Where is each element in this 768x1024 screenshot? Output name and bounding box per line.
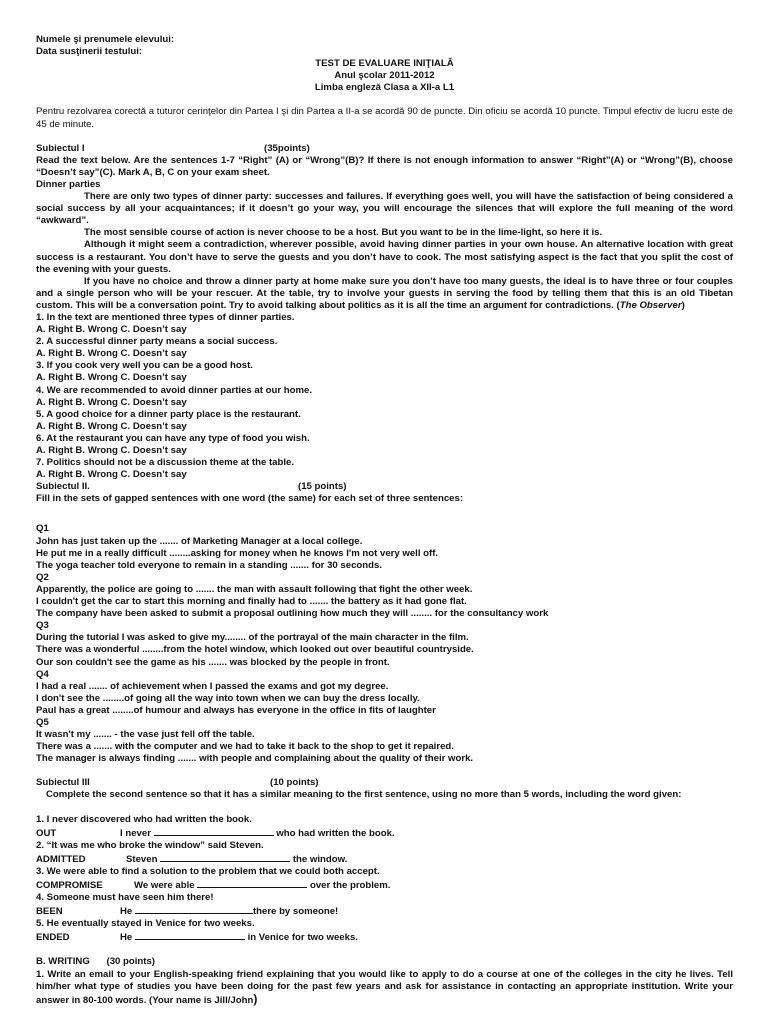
statement-options: A. Right B. Wrong C. Doesn’t say bbox=[36, 396, 187, 408]
reading-paragraph-4: If you have no choice and throw a dinner party at home make sure you don’t have too many guests, the ideal is to have three or four couples and a single person who will be your rescuer. At the table, try to involve your guests in serving the food by telling them that this is an old Tibetan custom. This will be a conversation point. Try to avoid talking about politics as it is all the time an argument for contradictions. (The Observer) bbox=[36, 275, 733, 311]
answer-blank[interactable] bbox=[154, 826, 274, 836]
writing-points: (30 points) bbox=[106, 956, 156, 968]
reading-text-title: Dinner parties bbox=[36, 178, 101, 190]
transform-sentence-3: 3. We were able to find a solution to the problem that we could both accept. bbox=[36, 865, 380, 877]
gap-sentence: Paul has a great ........of humour and always has everyone in the office in fits of laughter bbox=[36, 704, 436, 716]
gap-sentence: John has just taken up the ....... of Marketing Manager at a local college. bbox=[36, 535, 363, 547]
statement-6: 6. At the restaurant you can have any type of food you wish. bbox=[36, 432, 310, 444]
gap-sentence: The company have been asked to submit a proposal outlining how much they will ........ for the consultancy work bbox=[36, 608, 549, 620]
transform-sentence-1: 1. I never discovered who had written the book. bbox=[36, 813, 252, 825]
gap-sentence: It wasn't my ....... - the vase just fell off the table. bbox=[36, 729, 255, 741]
section-2-points: (15 points) bbox=[298, 481, 347, 493]
test-date-label: Data susţinerii testului: bbox=[36, 46, 143, 58]
gap-sentence: Our son couldn't see the game as his ....... was blocked by the people in front. bbox=[36, 656, 390, 668]
answer-blank[interactable] bbox=[160, 852, 290, 862]
statement-options: A. Right B. Wrong C. Doesn’t say bbox=[36, 469, 187, 481]
gap-sentence: There was a wonderful ........from the hotel window, which looked out over beautiful countryside. bbox=[36, 644, 474, 656]
reading-paragraph-2: The most sensible course of action is never choose to be a host. But you want to be in the lime-light, so here it is. bbox=[84, 227, 603, 239]
gap-sentence: I don't see the ........of going all the way into town when we can buy the dress locally. bbox=[36, 692, 420, 704]
statement-options: A. Right B. Wrong C. Doesn’t say bbox=[36, 348, 187, 360]
keyword: ADMITTED bbox=[36, 853, 86, 865]
keyword: BEEN bbox=[36, 906, 63, 918]
section-2-label: Subiectul II. bbox=[36, 481, 90, 493]
transform-answer-2: ADMITTED Steven the window. bbox=[36, 853, 348, 865]
source-citation: The Observer bbox=[619, 299, 682, 311]
section-3-label: Subiectul III bbox=[36, 777, 90, 789]
section-3-heading bbox=[36, 777, 733, 789]
statement-1: 1. In the text are mentioned three types of dinner parties. bbox=[36, 311, 295, 323]
gap-sentence: The yoga teacher told everyone to remain in a standing ....... for 30 seconds. bbox=[36, 559, 382, 571]
exam-intro: Pentru rezolvarea corectă a tuturor cerinţelor din Partea I şi din Partea a II-a se acordă 90 de puncte. Din oficiu se acordă 10 puncte. Timpul efectiv de lucru este de 45 de minute. bbox=[36, 106, 733, 130]
student-name-label: Numele şi prenumele elevului: bbox=[36, 34, 175, 45]
statement-options: A. Right B. Wrong C. Doesn’t say bbox=[36, 372, 187, 384]
keyword: COMPROMISE bbox=[36, 880, 103, 891]
school-year: Anul şcolar 2011-2012 bbox=[334, 70, 435, 82]
section-3-points: (10 points) bbox=[270, 777, 319, 789]
section-2-heading bbox=[36, 481, 733, 493]
statement-3: 3. If you cook very well you can be a good host. bbox=[36, 360, 253, 372]
exam-subject: Limba engleză Clasa a XII-a L1 bbox=[314, 82, 455, 94]
keyword: OUT bbox=[36, 827, 57, 839]
writing-task: 1. Write an email to your English-speaking friend explaining that you would like to apply to do a course at one of the colleges in the city he lives. Tell him/her what type of studies you have been doing for the past few years and ask for assistance in contacting an appropriate institution. Write your answer in 80-100 words. (Your name is Jill/John) bbox=[36, 968, 733, 1006]
gap-sentence: During the tutorial I was asked to give my........ of the portrayal of the main character in the film. bbox=[36, 632, 469, 644]
writing-heading bbox=[36, 956, 733, 968]
answer-blank[interactable] bbox=[135, 930, 245, 940]
section-2-instruction: Fill in the sets of gapped sentences with one word (the same) for each set of three sentences: bbox=[36, 493, 464, 505]
gap-sentence: I couldn't get the car to start this morning and finally had to ....... the battery as it had gone flat. bbox=[36, 596, 467, 608]
exam-page bbox=[36, 34, 733, 1007]
statement-5: 5. A good choice for a dinner party place is the restaurant. bbox=[36, 408, 301, 420]
answer-blank[interactable] bbox=[197, 878, 307, 888]
gap-sentence: Apparently, the police are going to ....... the man with assault following that fight the other week. bbox=[36, 583, 473, 595]
transform-answer-3: COMPROMISE We were able over the problem. bbox=[36, 880, 391, 891]
statement-options: A. Right B. Wrong C. Doesn’t say bbox=[36, 420, 187, 432]
section-3-instruction: Complete the second sentence so that it has a similar meaning to the first sentence, using no more than 5 words, including the word given: bbox=[46, 789, 682, 801]
transform-sentence-5: 5. He eventually stayed in Venice for two weeks. bbox=[36, 918, 255, 930]
gap-sentence: The manager is always finding ....... with people and complaining about the quality of their work. bbox=[36, 753, 474, 765]
transform-answer-1: OUT I never who had written the book. bbox=[36, 827, 395, 839]
answer-blank[interactable] bbox=[135, 904, 253, 914]
section-1-label: Subiectul I bbox=[36, 142, 85, 154]
gap-sentence: I had a real ....... of achievement when I passed the exams and got my degree. bbox=[36, 680, 389, 692]
statement-2: 2. A successful dinner party means a social success. bbox=[36, 336, 278, 348]
statement-7: 7. Politics should not be a discussion theme at the table. bbox=[36, 457, 295, 469]
gap-set-label: Q3 bbox=[36, 620, 49, 632]
transform-answer-5: ENDED He in Venice for two weeks. bbox=[36, 932, 358, 944]
transform-answer-4: BEEN He there by someone! bbox=[36, 906, 339, 918]
gap-set-label: Q5 bbox=[36, 716, 49, 728]
gap-sentence: There was a ....... with the computer and we had to take it back to the shop to get it repaired. bbox=[36, 741, 454, 753]
gap-set-label: Q1 bbox=[36, 523, 49, 535]
writing-label: B. WRITING bbox=[36, 956, 90, 968]
statement-4: 4. We are recommended to avoid dinner parties at our home. bbox=[36, 384, 312, 396]
exam-title: TEST DE EVALUARE INIŢIALĂ bbox=[315, 58, 454, 70]
section-1-instruction: Read the text below. Are the sentences 1-7 “Right” (A) or “Wrong”(B)? If there is not enough information to answer “Right”(A) or “Wrong”(B), choose “Doesn’t say”(C). Mark A, B, C on your exam sheet. bbox=[36, 154, 733, 178]
gap-set-label: Q2 bbox=[36, 571, 49, 583]
reading-paragraph-3: Although it might seem a contradiction, wherever possible, avoid having dinner parties in your own house. An alternative location with great success is a restaurant. You don’t have to serve the guests and you don’t have to cook. The most satisfying aspect is the fact that you split the cost of the evening with your guests. bbox=[36, 239, 733, 275]
section-1-points: (35points) bbox=[264, 142, 310, 154]
statement-options: A. Right B. Wrong C. Doesn’t say bbox=[36, 445, 187, 456]
transform-sentence-2: 2. “It was me who broke the window” said Steven. bbox=[36, 839, 264, 851]
reading-paragraph-1: There are only two types of dinner party: successes and failures. If everything goes well, you will have the satisfaction of being considered a social success by all your acquaintances; if it doesn’t go your way, you will encourage the silences that will explore the full meaning of the word “awkward”. bbox=[36, 191, 733, 227]
transform-sentence-4: 4. Someone must have seen him there! bbox=[36, 892, 214, 904]
keyword: ENDED bbox=[36, 932, 70, 944]
section-1-heading bbox=[36, 143, 733, 155]
statement-options: A. Right B. Wrong C. Doesn’t say bbox=[36, 324, 187, 336]
gap-set-label: Q4 bbox=[36, 668, 49, 680]
gap-sentence: He put me in a really difficult ........asking for money when he knows I'm not very well off. bbox=[36, 547, 439, 559]
